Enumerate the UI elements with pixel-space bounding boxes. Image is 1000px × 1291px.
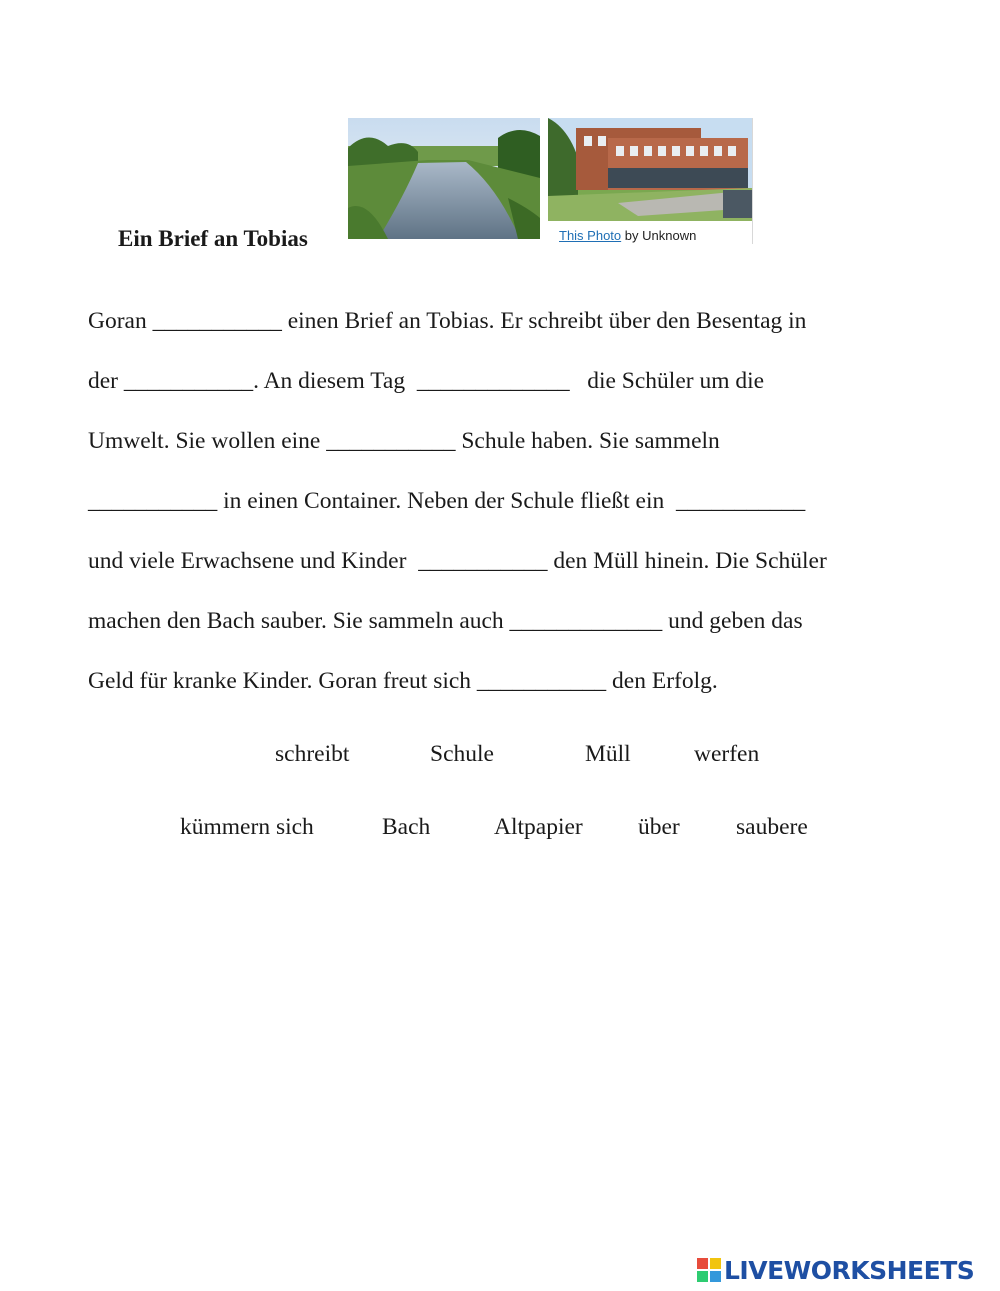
word-bank-item: schreibt (275, 741, 350, 767)
word-bank-item: Bach (382, 814, 431, 840)
text-line-7: Geld für kranke Kinder. Goran freut sich ___________ den Erfolg. (88, 668, 718, 694)
text-line-2: der ___________. An diesem Tag _____________ die Schüler um die (88, 368, 765, 394)
worksheet-title: Ein Brief an Tobias (118, 226, 308, 251)
word-bank-item: Schule (430, 741, 494, 767)
word-bank-item: Altpapier (494, 814, 583, 840)
word-bank-item: saubere (736, 814, 808, 840)
photo-credit (559, 228, 696, 243)
text-line-6: machen den Bach sauber. Sie sammeln auch _____________ und geben das (88, 608, 803, 634)
photo-credit-author: by Unknown (621, 228, 697, 243)
word-bank-item: Müll (585, 741, 631, 767)
text-line-3: Umwelt. Sie wollen eine ___________ Schule haben. Sie sammeln (88, 428, 720, 454)
school-photo (548, 118, 752, 221)
liveworksheets-logo (697, 1256, 974, 1284)
word-bank-item: über (638, 814, 680, 840)
river-photo (348, 118, 540, 239)
word-bank-item: kümmern sich (180, 814, 314, 840)
logo-text: LIVEWORKSHEETS (724, 1255, 975, 1285)
text-line-1: Goran ___________ einen Brief an Tobias. Er schreibt über den Besentag in (88, 308, 807, 334)
text-line-5: und viele Erwachsene und Kinder ___________ den Müll hinein. Die Schüler (88, 548, 827, 574)
photo-credit-link[interactable]: This Photo (559, 228, 622, 243)
word-bank-item: werfen (694, 741, 760, 767)
text-line-4: ___________ in einen Container. Neben der Schule fließt ein ___________ (88, 488, 806, 514)
liveworksheets-logo-icon (697, 1258, 721, 1282)
